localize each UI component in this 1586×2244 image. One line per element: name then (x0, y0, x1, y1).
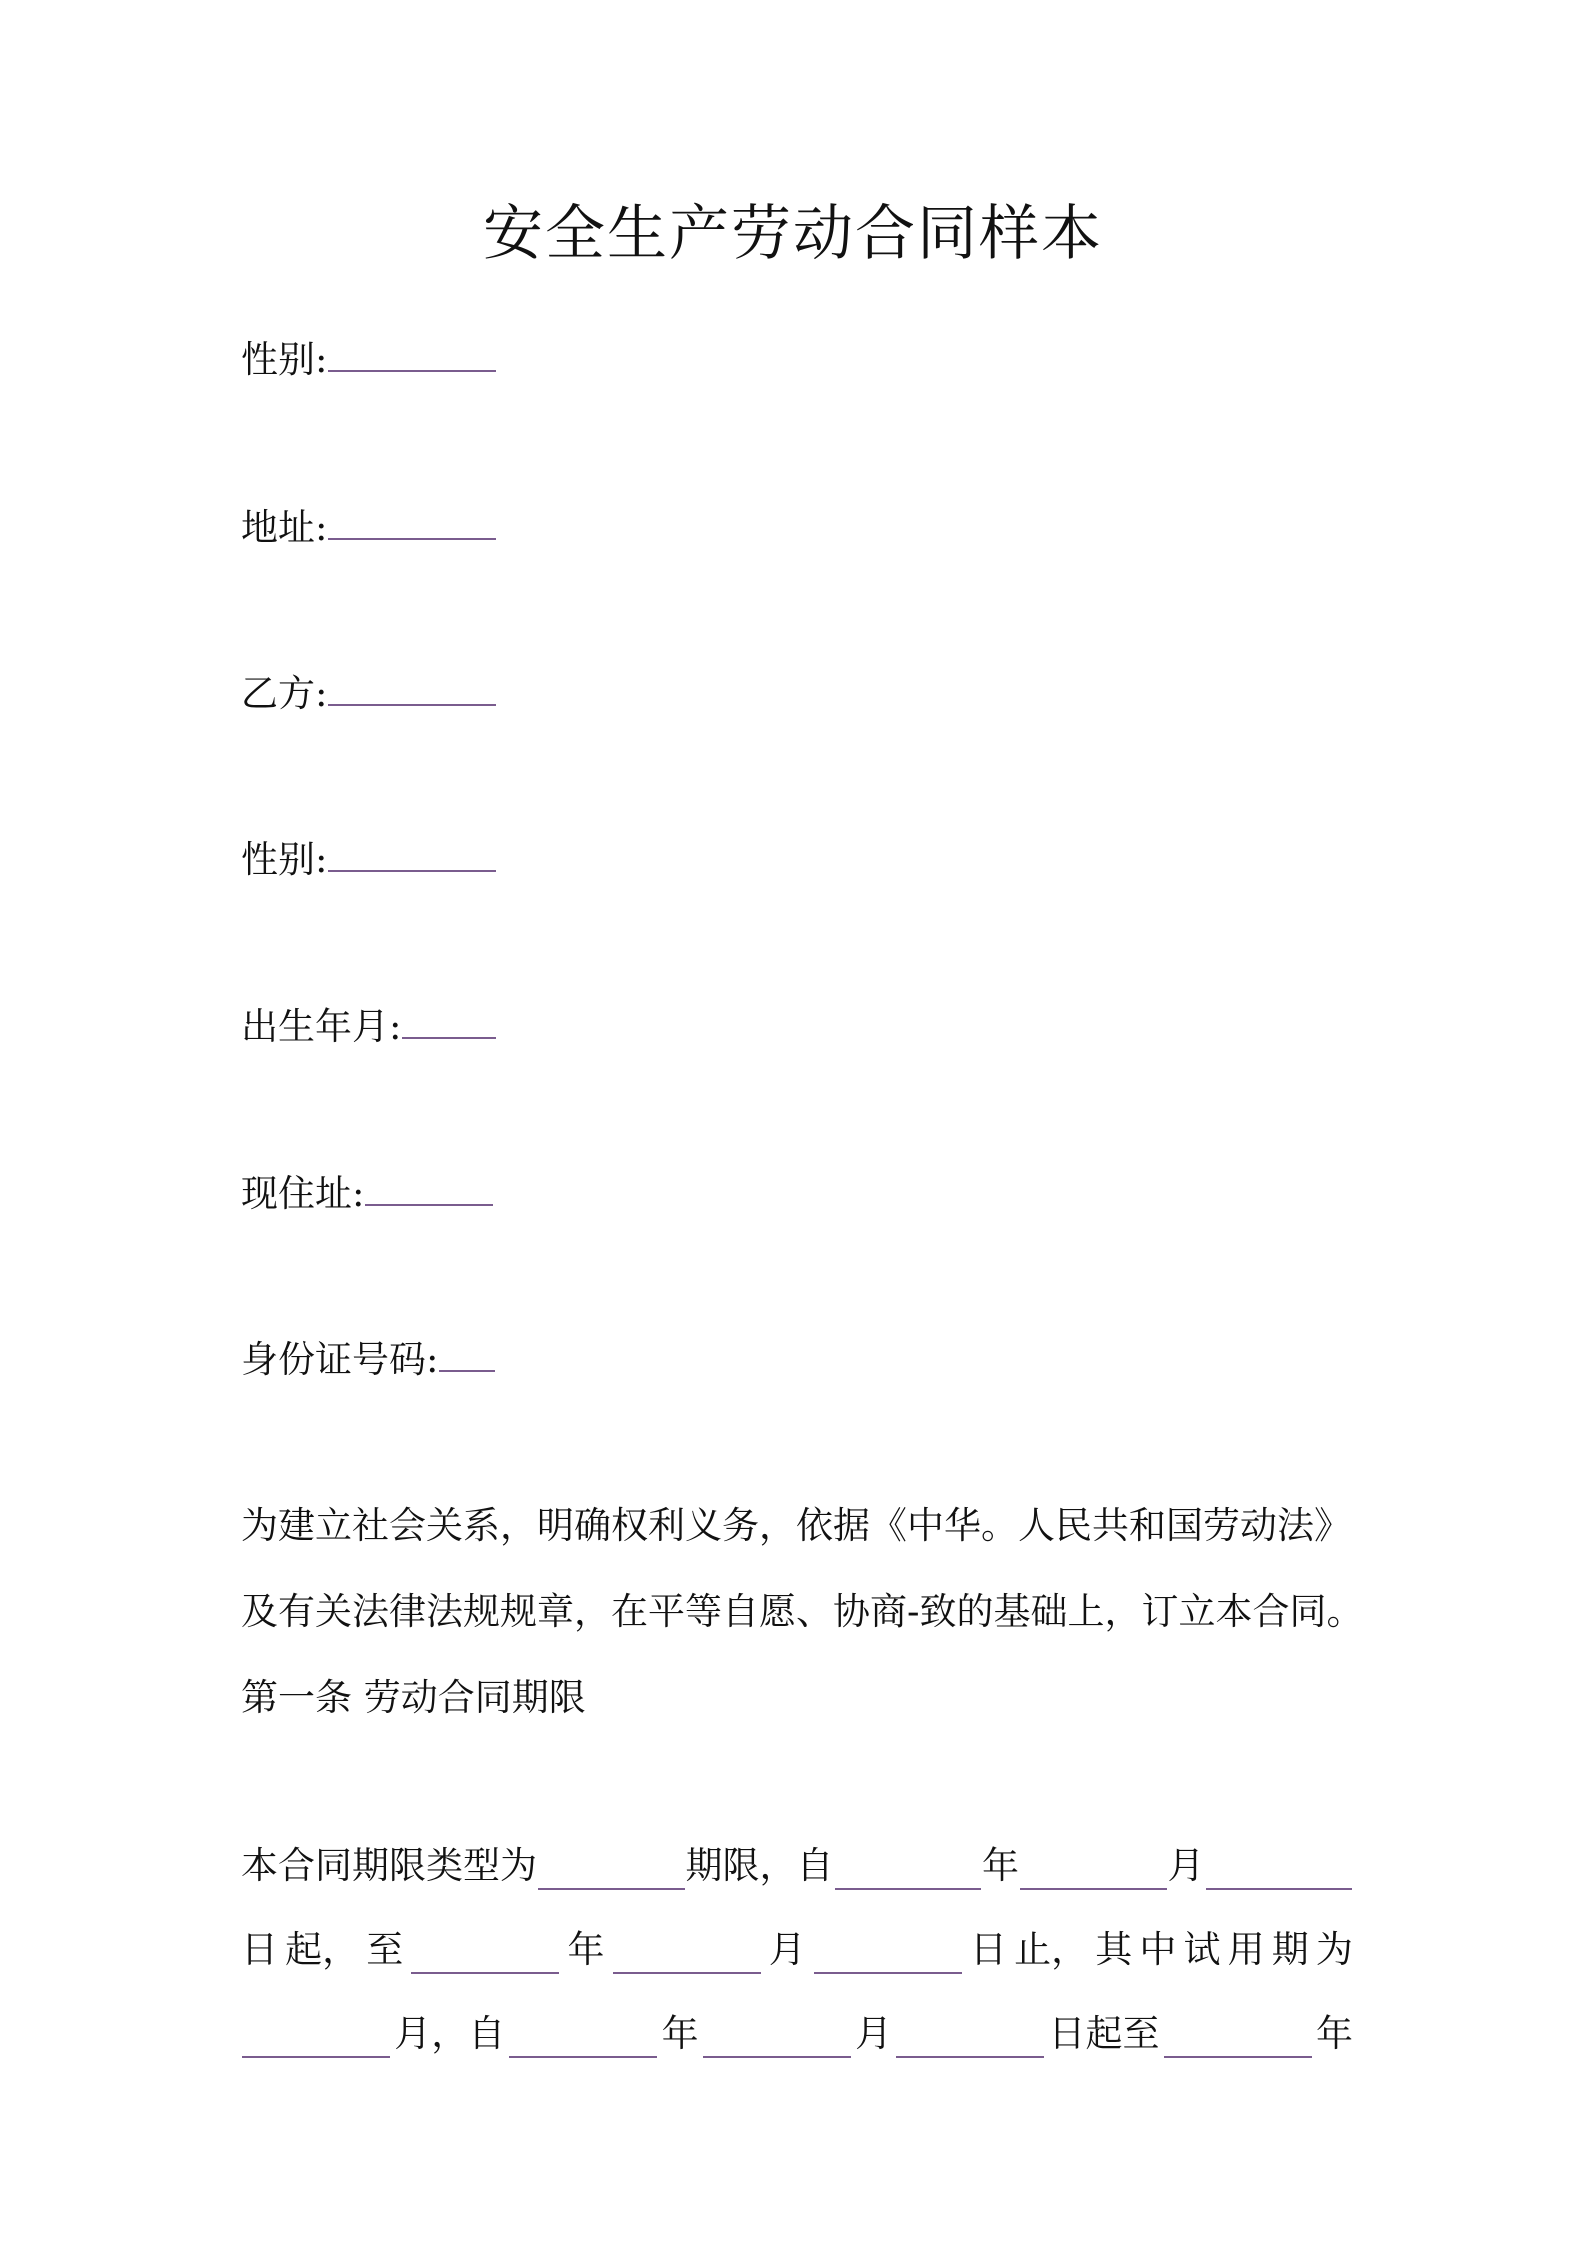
field-label: 现住址: (241, 1172, 365, 1215)
term-text: 止， (1014, 1928, 1089, 1971)
blank-line[interactable] (613, 1938, 761, 1974)
term-text: 其 (1095, 1928, 1133, 1971)
term-text: 至 (366, 1928, 404, 1971)
blank-line[interactable] (896, 2022, 1044, 2058)
blank-line[interactable] (242, 2022, 390, 2058)
term-text: 月 (1167, 1844, 1205, 1887)
term-text: 日 (970, 1928, 1007, 1971)
article-1-heading: 第一条 劳动合同期限 (241, 1676, 586, 1719)
term-text: 为 (1315, 1928, 1353, 1971)
blank-line[interactable] (328, 504, 496, 540)
blank-line[interactable] (411, 1938, 559, 1974)
blank-line[interactable] (328, 836, 496, 872)
term-text: 期限，自 (685, 1844, 834, 1887)
blank-line[interactable] (835, 1854, 982, 1890)
term-text: 期 (1271, 1928, 1309, 1971)
field-label: 身份证号码: (241, 1338, 439, 1381)
blank-line[interactable] (1206, 1854, 1353, 1890)
term-text: 本合同期限类型为 (241, 1844, 537, 1887)
blank-line[interactable] (328, 336, 496, 372)
field-gender-1 (241, 336, 497, 384)
term-text: 起， (285, 1928, 360, 1971)
document-title: 安全生产劳动合同样本 (483, 199, 1103, 269)
blank-line[interactable] (328, 670, 496, 706)
term-text: 试 (1183, 1928, 1221, 1971)
intro-line-1: 为建立社会关系，明确权利义务，依据《中华。人民共和国劳动法》 (241, 1504, 1351, 1547)
term-text: 年 (661, 2012, 699, 2055)
blank-line[interactable] (509, 2022, 657, 2058)
blank-line[interactable] (703, 2022, 851, 2058)
term-text: 年 (567, 1928, 605, 1971)
term-text: 年 (982, 1844, 1019, 1887)
field-party-b (241, 670, 497, 718)
field-id-number (241, 1336, 496, 1384)
term-text: 日起至 (1048, 2012, 1160, 2055)
blank-line[interactable] (1020, 1854, 1167, 1890)
term-text: 用 (1227, 1928, 1265, 1971)
term-text: 中 (1139, 1928, 1177, 1971)
field-current-address (241, 1170, 494, 1218)
term-line-1 (241, 1842, 1353, 1890)
field-birth-date (241, 1003, 497, 1051)
field-label: 地址: (241, 506, 328, 549)
blank-line[interactable] (538, 1854, 685, 1890)
blank-line[interactable] (365, 1170, 493, 1206)
field-label: 出生年月: (241, 1005, 402, 1048)
field-label: 乙方: (241, 672, 328, 715)
term-line-3 (241, 2010, 1353, 2058)
blank-line[interactable] (439, 1336, 495, 1372)
field-address (241, 504, 497, 552)
term-text: 月，自 (394, 2012, 506, 2055)
blank-line[interactable] (402, 1003, 496, 1039)
term-line-2 (241, 1926, 1353, 1974)
field-label: 性别: (241, 338, 328, 381)
term-text: 日 (241, 1928, 278, 1971)
term-text: 年 (1315, 2012, 1353, 2055)
term-text: 月 (855, 2012, 893, 2055)
field-gender-2 (241, 836, 497, 884)
intro-line-2: 及有关法律法规规章，在平等自愿、协商-致的基础上，订立本合同。 (241, 1590, 1364, 1633)
field-label: 性别: (241, 838, 328, 881)
blank-line[interactable] (1164, 2022, 1312, 2058)
term-text: 月 (768, 1928, 806, 1971)
blank-line[interactable] (814, 1938, 962, 1974)
